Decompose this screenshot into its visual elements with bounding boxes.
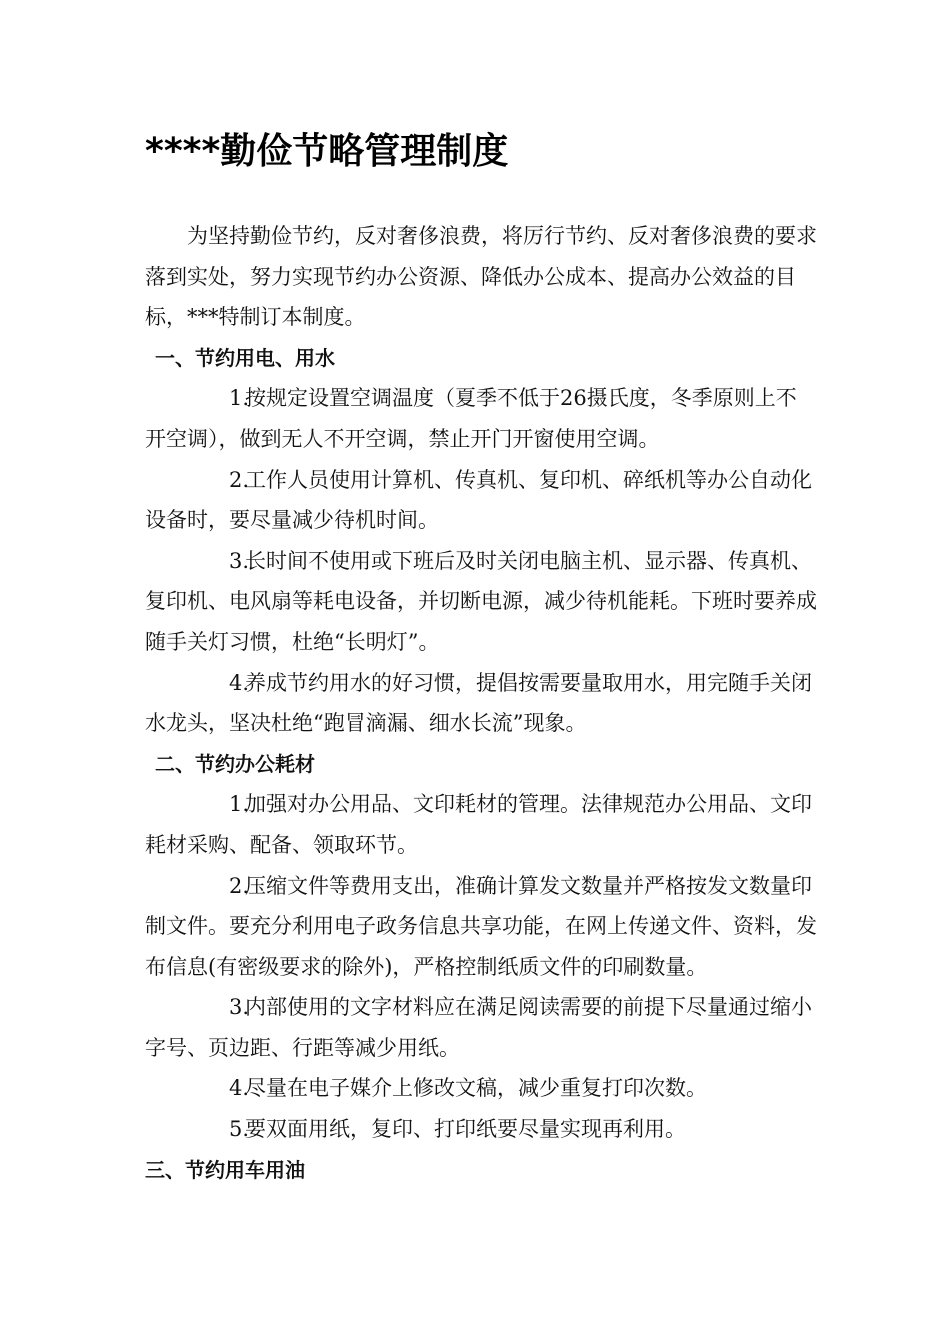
list-item	[145, 1109, 817, 1150]
list-item	[145, 663, 817, 744]
item-number: 5.	[229, 1117, 250, 1142]
document-body	[145, 216, 817, 1190]
list-item	[145, 866, 817, 988]
item-text: 要双面用纸，复印、打印纸要尽量实现再利用。	[245, 1117, 686, 1142]
item-text: 工作人员使用计算机、传真机、复印机、碎纸机等办公自动化设备时，要尽量减少待机时间。	[145, 467, 812, 533]
item-number: 4.	[229, 1076, 250, 1101]
list-item	[145, 784, 817, 865]
item-text: 尽量在电子媒介上修改文稿，减少重复打印次数。	[245, 1076, 707, 1101]
item-number: 3.	[229, 548, 250, 573]
item-text: 加强对办公用品、文印耗材的管理。法律规范办公用品、文印耗材采购、配备、领取环节。	[145, 792, 812, 857]
list-item	[145, 1068, 817, 1109]
item-text: 内部使用的文字材料应在满足阅读需要的前提下尽量通过缩小字号、页边距、行距等减少用纸。	[145, 995, 812, 1060]
item-text: 养成节约用水的好习惯，提倡按需要量取用水，用完随手关闭水龙头，坚决杜绝“跑冒滴漏、细水长流”现象。	[145, 670, 812, 736]
item-number: 2.	[229, 467, 250, 492]
section-heading: 三、节约用车用油	[145, 1157, 305, 1182]
item-number: 1.	[229, 792, 250, 817]
list-item	[145, 378, 817, 459]
list-item	[145, 460, 817, 541]
list-item	[145, 541, 817, 663]
item-text: 按规定设置空调温度（夏季不低于26摄氏度，冬季原则上不开空调），做到无人不开空调，禁止开门开窗使用空调。	[145, 386, 797, 451]
intro-paragraph: 为坚持勤俭节约，反对奢侈浪费，将厉行节约、反对奢侈浪费的要求落到实处，努力实现节约办公资源、降低办公成本、提高办公效益的目标，***特制订本制度。	[145, 224, 817, 330]
section-heading: 二、节约办公耗材	[155, 751, 315, 776]
item-number: 3.	[229, 995, 250, 1020]
item-text: 压缩文件等费用支出，准确计算发文数量并严格按发文数量印制文件。要充分利用电子政务信息共享功能，在网上传递文件、资料，发布信息(有密级要求的除外)，严格控制纸质文件的印刷数量。	[145, 873, 817, 979]
document-title: ****勤俭节略管理制度	[145, 131, 509, 172]
item-number: 2.	[229, 873, 250, 898]
item-number: 4.	[229, 670, 250, 695]
section-heading: 一、节约用电、用水	[155, 345, 335, 370]
item-number: 1.	[229, 386, 250, 411]
item-text: 长时间不使用或下班后及时关闭电脑主机、显示器、传真机、复印机、电风扇等耗电设备，并切断电源，减少待机能耗。下班时要养成随手关灯习惯，杜绝“长明灯”。	[145, 548, 817, 654]
list-item	[145, 987, 817, 1068]
